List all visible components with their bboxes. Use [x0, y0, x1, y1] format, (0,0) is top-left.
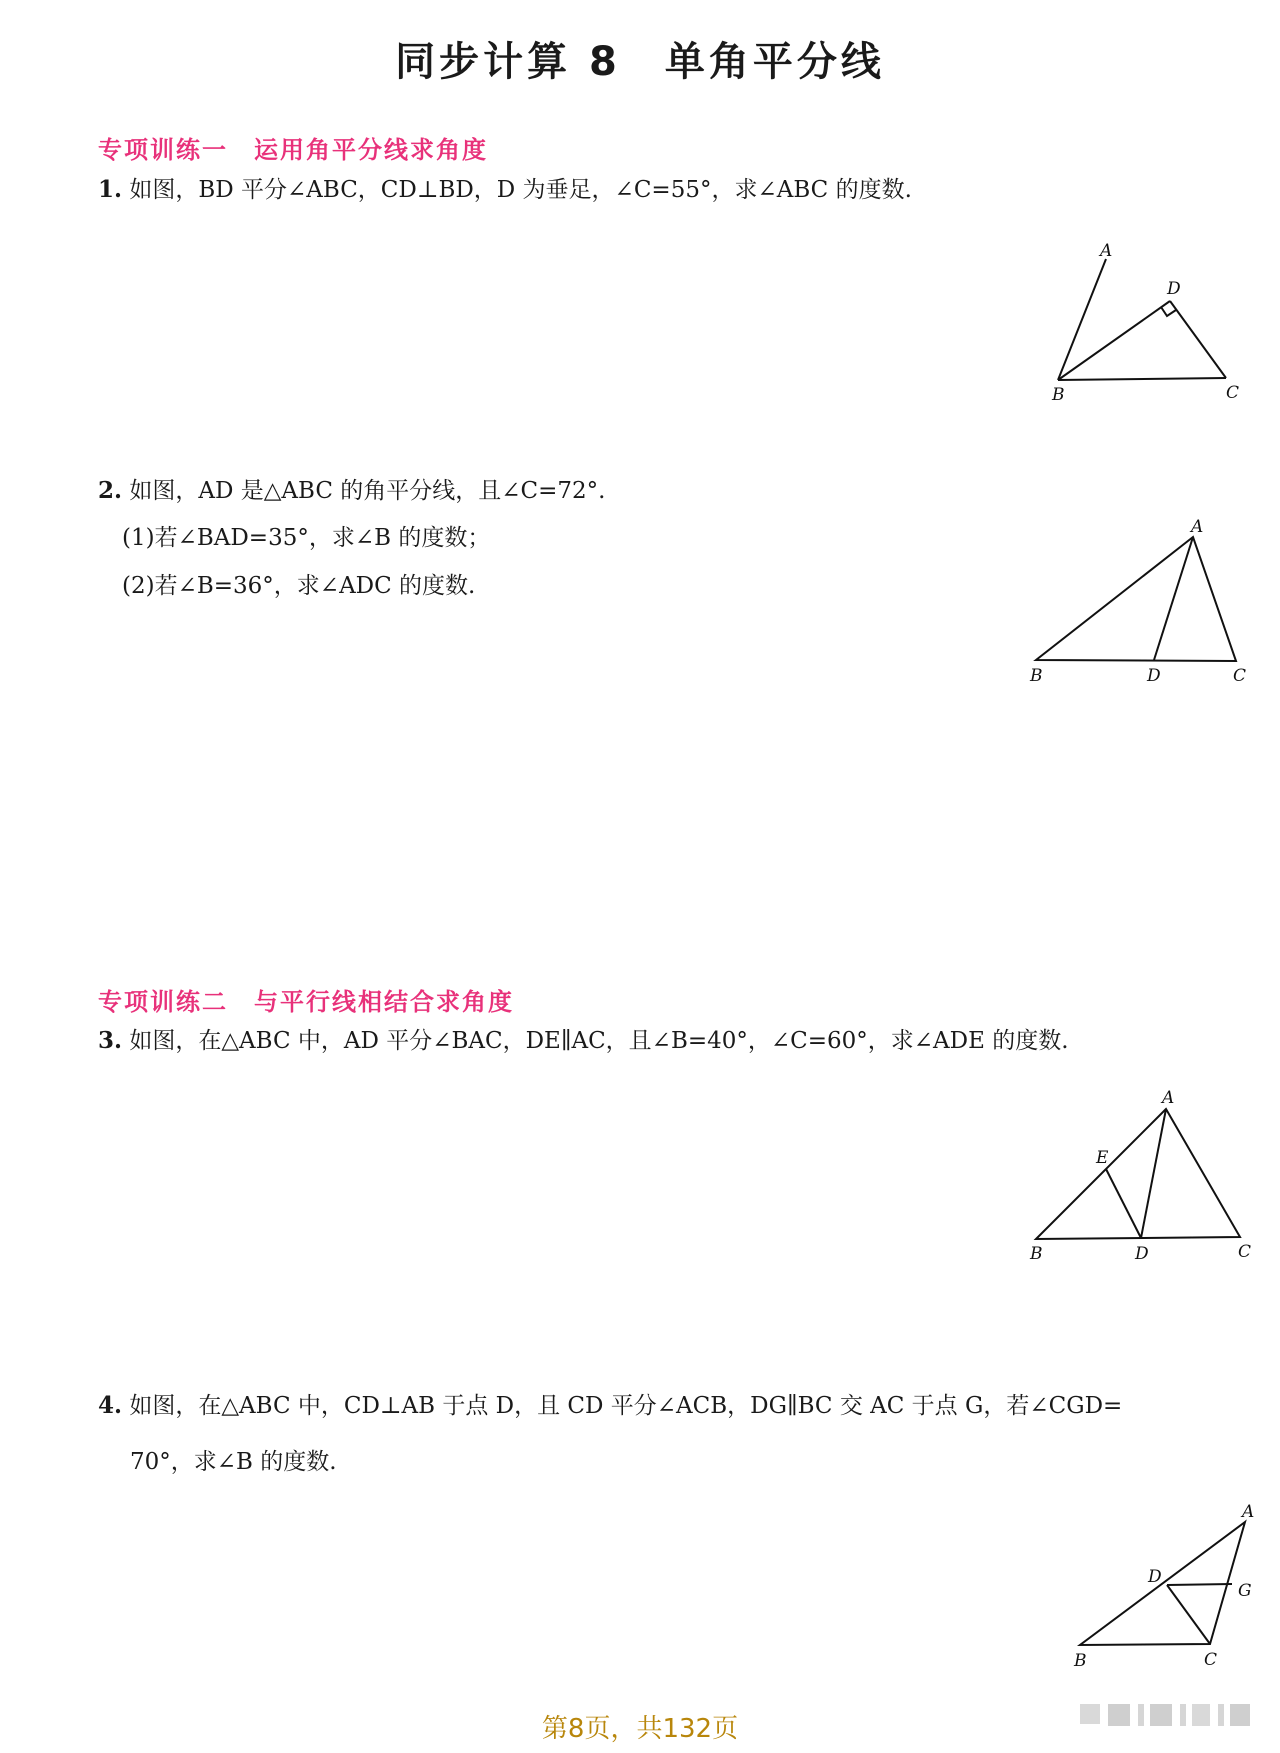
label-c: C	[1238, 1242, 1252, 1262]
segment-bd	[1058, 301, 1170, 380]
label-a: A	[1191, 517, 1204, 537]
question-text: 如图，在△ABC 中，AD 平分∠BAC，DE∥AC，且∠B=40°，∠C=60°，求∠ADE 的度数.	[129, 1028, 1069, 1054]
label-b: B	[1074, 1651, 1087, 1670]
label-a: A	[1242, 1502, 1255, 1522]
question-4-continued: 70°，求∠B 的度数.	[130, 1449, 337, 1475]
segment-dc	[1170, 301, 1226, 378]
figure-4	[1060, 1500, 1270, 1670]
segment-bc	[1058, 378, 1226, 380]
page-footer: 第8页，共132页	[541, 1714, 739, 1744]
segment-ad	[1141, 1109, 1166, 1238]
watermark-bars	[1080, 1700, 1260, 1730]
label-d: D	[1148, 1567, 1162, 1587]
section-heading-2: 专项训练二 与平行线相结合求角度	[98, 988, 514, 1016]
question-number: 4.	[98, 1392, 123, 1419]
label-c: C	[1204, 1650, 1218, 1670]
question-2-part-1: (1)若∠BAD=35°，求∠B 的度数；	[122, 525, 491, 551]
label-c: C	[1226, 383, 1240, 403]
segment-de	[1106, 1169, 1141, 1238]
page-title: 同步计算 8 单角平分线	[395, 39, 885, 85]
question-2	[98, 475, 605, 507]
triangle-abc	[1036, 537, 1236, 661]
label-g: G	[1238, 1581, 1252, 1601]
question-3	[98, 1025, 1069, 1057]
segment-dg	[1167, 1584, 1232, 1585]
question-number: 3.	[98, 1027, 123, 1054]
question-1	[98, 174, 912, 206]
segment-ad	[1154, 537, 1193, 660]
label-a: A	[1162, 1088, 1175, 1108]
right-angle-mark	[1161, 307, 1176, 316]
label-b: B	[1030, 1244, 1043, 1264]
segment-cd	[1167, 1585, 1210, 1644]
section-heading-1: 专项训练一 运用角平分线求角度	[98, 136, 488, 164]
label-d: D	[1167, 279, 1181, 299]
question-number: 1.	[98, 176, 123, 203]
label-c: C	[1233, 666, 1247, 686]
question-text: 如图，AD 是△ABC 的角平分线，且∠C=72°.	[129, 478, 606, 504]
label-b: B	[1052, 385, 1065, 405]
triangle-abc	[1036, 1109, 1240, 1239]
figure-3	[1020, 1085, 1260, 1265]
label-d: D	[1147, 666, 1161, 686]
label-a: A	[1100, 241, 1113, 261]
question-number: 2.	[98, 477, 123, 504]
label-b: B	[1030, 666, 1043, 686]
question-2-part-2: (2)若∠B=36°，求∠ADC 的度数.	[122, 573, 476, 599]
figure-2	[1020, 515, 1260, 690]
question-4	[98, 1390, 1122, 1422]
question-text: 如图，在△ABC 中，CD⊥AB 于点 D，且 CD 平分∠ACB，DG∥BC 交 AC 于点 G，若∠CGD=	[129, 1393, 1123, 1419]
figure-1	[1040, 240, 1240, 410]
label-d: D	[1135, 1244, 1149, 1264]
label-e: E	[1096, 1148, 1109, 1168]
question-text: 如图，BD 平分∠ABC，CD⊥BD，D 为垂足，∠C=55°，求∠ABC 的度数.	[129, 177, 912, 203]
